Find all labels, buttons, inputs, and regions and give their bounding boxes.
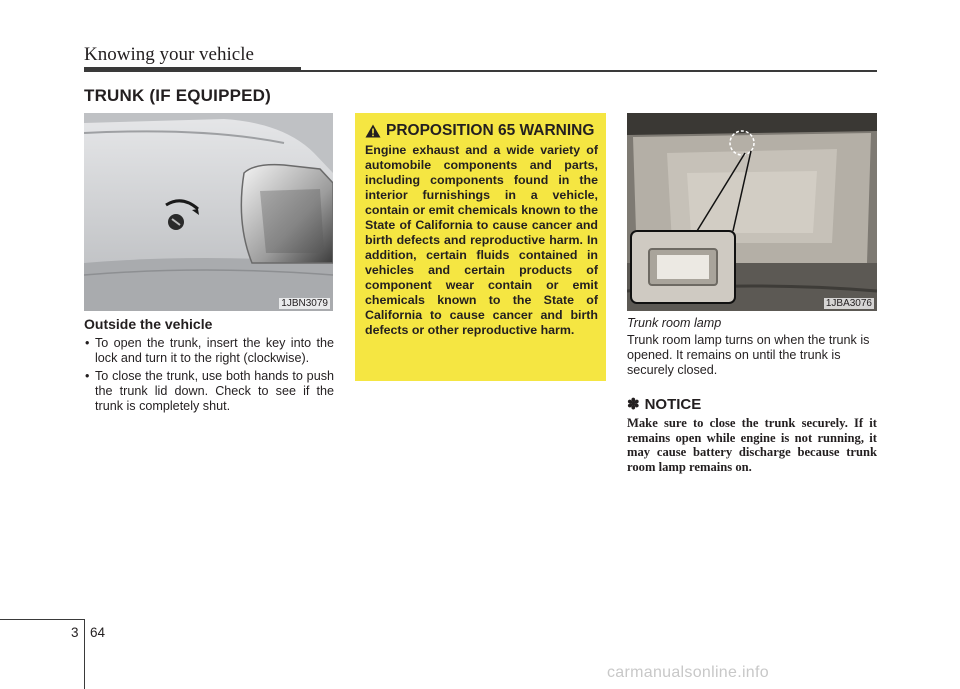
trunk-exterior-photo [84,113,333,311]
warning-header [365,123,598,139]
subheading: Outside the vehicle [84,316,213,332]
left-column [84,316,334,417]
warning-triangle-icon [365,124,381,138]
image-code: 1JBN3079 [281,298,328,309]
notice-body: Make sure to close the trunk securely. If it remains open while engine is not running, it may cause battery discharge because trunk room lamp remains on. [627,416,877,474]
trunk-exterior-illustration [84,113,333,311]
warning-body: Engine exhaust and a wide variety of automobile components and parts, including components found in the interior furnishings in a vehicle, contain or emit chemicals known to the State of California to cause cancer and birth defects and reproductive harm. In addition, certain fluids contained in vehicles and certain products of component wear contain or emit chemicals known to the State of California to cause cancer and birth defects or other reproductive harm. [365,143,598,337]
notice-title: NOTICE [644,395,702,413]
footer-rule [0,619,84,620]
notice-heading [627,395,877,413]
image-code: 1JBA3076 [825,298,872,309]
running-header: Knowing your vehicle [84,44,254,65]
header-rule [84,67,301,72]
paragraph: Trunk room lamp turns on when the trunk is opened. It remains on until the trunk is securely closed. [627,333,870,377]
bullet-item: • To open the trunk, insert the key into the lock and turn it to the right (clockwise). [84,336,334,366]
right-column [627,316,877,474]
chapter-number: 3 [71,625,79,640]
warning-title: PROPOSITION 65 WARNING [386,122,595,139]
notice-star-icon: ✽ [627,396,640,413]
image-caption: Trunk room lamp [627,316,722,330]
trunk-interior-illustration [627,113,877,311]
warning-box [355,113,606,381]
watermark: carmanualsonline.info [607,664,769,681]
footer-divider [84,619,85,689]
page-number: 64 [90,625,106,640]
section-title: TRUNK (IF EQUIPPED) [84,86,272,105]
trunk-interior-photo [627,113,877,311]
bullet-list [84,336,334,414]
bullet-item: • To close the trunk, use both hands to push the trunk lid down. Check to see if the trunk is completely shut. [84,369,334,414]
header-rule-thin [301,70,877,72]
